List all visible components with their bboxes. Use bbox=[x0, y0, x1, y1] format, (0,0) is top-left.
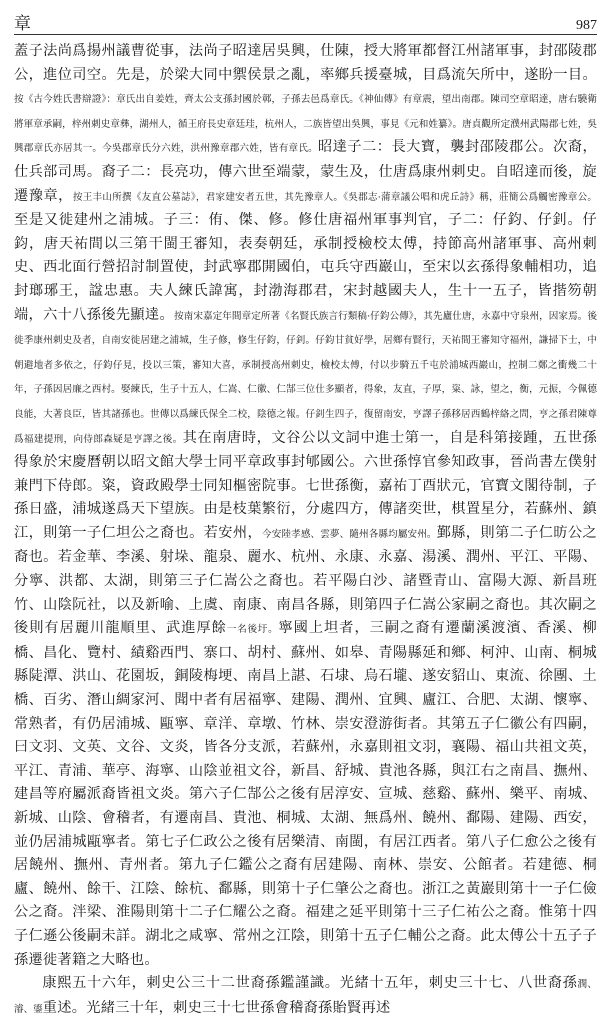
annotation-note: 按南宋嘉定年間章定所著《名賢氏族言行類稿·仔鈞公傳》，其先廬仕唐，永嘉中守泉州，因家焉。後徙季康州刺史及者，自南安徙居建之浦城，生子修，修生仔鈞，仔釗。仔鈞甘貧好學，居鄉有賢行，天祐間王審知守福州，謙掃下士，中朝避地者多依之，仔鈞仔見，投以三策，審知大喜，承制授高州刺史，檢校太傅，付以步騎五千屯於浦城西巖山，控制二鄭之衝幾二十年，子孫因居廉之西村。娶練氏，生子十五人，仁嵩、仁徽、仁郜三位仕多顯者，得象，友直，子厚，粢、詠，望之，衡，元振，今佩德良能，大著良臣，皆其諸孫也。世傳以爲練氏保全二校，陰德之報。仔釗生四子，復留南安，亨譯子孫移居西鶴梓絡之問，亨之孫君陳尊爲福建提刑，向侍郎森疑是亨譯之後。 bbox=[14, 310, 597, 445]
annotation-note: 一名後圩。 bbox=[226, 624, 279, 636]
annotation-note: 按《古今姓氏書辯證》：章氏出自姜姓，齊太公支孫封國於鄣，子孫去邑爲章氏。《神仙傳》有章震，望出南郡。陳司空章昭達，唐右驍衛將軍章承嗣，梓州刺史章彝，湖州人，循王府長史章廷珪，杭州人，二族皆望出吳興，事見《元和姓纂》。唐貞觀所定濮州武陽郡七姓，吳興郡章氏亦居其一。今吳郡章氏分六姓，洪州豫章郡六姓，皆有章氏。 bbox=[14, 94, 597, 155]
text-run: 鄞縣，則第二子仁昉公之裔也。若金華、李溪、射垛、龍泉、麗水、杭州、永康、永嘉、湯溪、潤州、平江、平陽、分寧、洪都、太湖，則第三子仁嵩公之裔也。若平陽白沙、諸暨青山、富陽大源、新昌班竹、山陰阮社，以及新喻、上虞、南康、南昌各縣，則第四子仁嵩公家嗣之裔也。其次嗣之後則有居麗川龍順里、武進厚餘 bbox=[14, 524, 597, 637]
text-run: 寧國上坦者，三嗣之裔有遷蘭溪渡濱、香溪、柳橋、昌化、覽村、績谿西門、寨口、胡村、蘇州、如皋、青陽縣延和鄉、柯沖、山南、桐城縣陡潭、洪山、花園坂，銅陵梅埂、南昌上諶、石埭、烏石壠、遂安貂山、東流、徐團、土橋、百劣、潛山綢家河、聞中者有居福寧、建陽、潤州、宜興、廬江、合肥、太湖、懷寧、常熟者，有仍居浦城、甌寧、章洋、章墩、竹林、崇安澄游街者。其第五子仁徽公有四嗣，曰文羽、文英、文谷、文炎，皆各分支派，若蘇州，永嘉則祖文羽，襄陽、福山共祖文英，平江、青浦、華亭、海寧、山陰並祖文谷，新昌、舒城、貴池各縣，與江右之南昌、撫州、建昌等府屬派裔皆祖文炎。第六子仁郜公之後有居淳安、宣城、慈谿、蘇州、樂平、南城、新城、山陰、會稽者，有遷南昌、貴池、桐城、太湖、無爲州、饒州、鄱陽、建陽、西安，並仍居浦城甌寧者。第七子仁政公之後有居樂清、南閩，有居江西者。第八子仁愈公之後有居饒州、撫州、青州者。第九子仁鑑公之裔有居建陽、南林、崇安、公館者。若建德、桐廬、饒州、餘干、江陰、餘杭、鄱縣，則第十子仁肇公之裔也。浙江之黃巖則第十一子仁儉公之裔。泮梁、淮陽則第十二子仁耀公之裔。福建之延平則第十三子仁祐公之裔。惟第十四子仁遜公後嗣未詳。湖北之咸寧、常州之江陰，則第十五子仁輔公之裔。此太傅公十五子子孫遷徙著籍之大略也。 bbox=[14, 620, 598, 968]
text-run: 重述。光緒三十年，刺史三十七世孫會稽裔孫貽賢再述 bbox=[42, 999, 391, 1016]
annotation-note: 按王丰山所撰《友直公墓誌》，君家建安者五世，其先豫章人。《吳郡志·蒲章議公唱和虎丘詩》稱，莊簡公爲觸密豫章公。 bbox=[72, 191, 597, 203]
running-title: 章 bbox=[14, 14, 31, 34]
page-header bbox=[14, 10, 597, 35]
body-paragraph bbox=[14, 40, 597, 972]
text-run: 蓋子法尚爲揚州議曹從事，法尚子昭達居吳興，仕陳，授大將軍都督江州諸軍事，封邵陵郡公，進位司空。先是，於梁大同中禦侯景之亂，率鄉兵援臺城，目爲流矢所中，遂盼一目。 bbox=[14, 43, 597, 83]
text-run: 昭達子二：長大寶，襲封邵陵郡公。次裔，仕兵部司馬。裔子二：長亮功，傳六世至端蒙，蒙生及，仕唐爲康州刺史。自昭達而後，旋遷豫章， bbox=[14, 139, 598, 204]
closing-paragraph bbox=[14, 972, 597, 1021]
document-body bbox=[14, 40, 598, 1016]
annotation-note: 今安陸孝感、雲夢、隨州各縣均屬安州。 bbox=[262, 528, 437, 540]
annotation-note: 潤、濬、鎏 bbox=[14, 979, 597, 1015]
text-run: 康熙五十六年，刺史公三十二世裔孫鑑謹識。光緒十五年，刺史三十七、八世裔孫 bbox=[42, 975, 578, 992]
text-run: 至是又徙建州之浦城。子三：侑、傑、修。修仕唐福州軍事判官，子二：仔鈞、仔釗。仔鈞，唐天祐間以三第干閩王審知，表奏朝廷，承制授檢校太傅，持節高州諸軍事、高州刺史、西北面行營招討制置使，封武寧郡開國伯，屯兵守西巖山，至宋以玄孫得象輔相功，追封瑯琊王，諡忠惠。夫人練氏諱寓，封渤海郡君，宋封越國夫人，生十一五子，皆揩笏朝端，六十八孫後先顯達。 bbox=[14, 212, 597, 323]
page-number: 987 bbox=[576, 18, 597, 33]
text-run: 其在南唐時，文谷公以文詞中進士第一，自是科第接踵，五世孫得象於宋慶曆朝以昭文館大學士同平章政事封郇國公。六世孫惇官參知政事，晉尚書左僕射兼門下侍郎。粢，資政殿學士同知樞密院事。七世孫衡，嘉祐丁酉狀元，官寶文閣待制，子孫日盛，浦城遂爲天下望族。由是枝葉繁衍，分處四方，傳諸奕世，棋置星分，若蘇州、鎮江，則第一子仁坦公之裔也。若安州， bbox=[14, 429, 598, 541]
